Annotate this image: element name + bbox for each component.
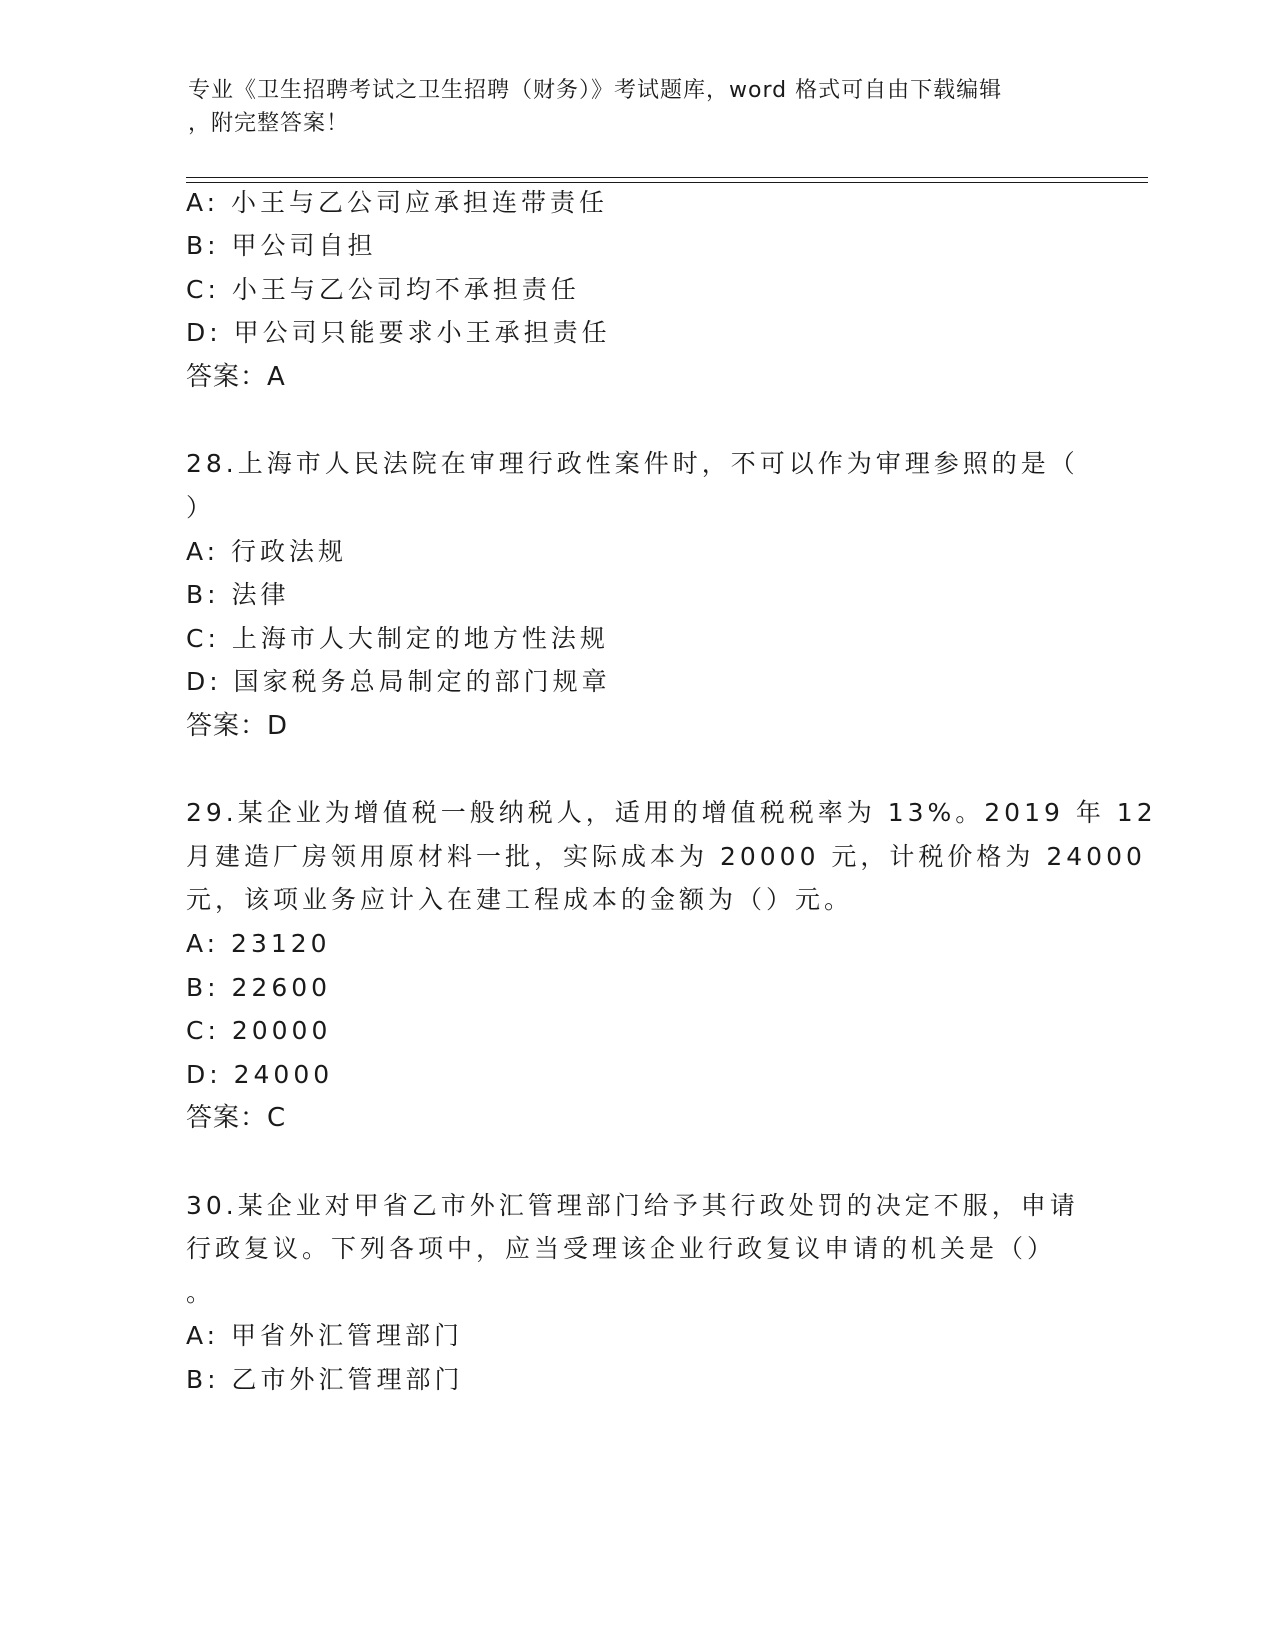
- q27-option-c: C: 小王与乙公司均不承担责任: [186, 275, 580, 304]
- q27-option-b: B: 甲公司自担: [186, 231, 377, 260]
- q28-option-b: B: 法律: [186, 580, 290, 609]
- q28-option-a: A: 行政法规: [186, 537, 348, 566]
- q29-option-a: A: 23120: [186, 929, 331, 958]
- q29-option-c: C: 20000: [186, 1016, 332, 1045]
- header-rule-bottom: [186, 182, 1148, 183]
- q30-option-a: A: 甲省外汇管理部门: [186, 1321, 464, 1350]
- header-line-2: ，附完整答案！: [188, 111, 350, 136]
- q29-stem-line-2: 月建造厂房领用原材料一批，实际成本为 20000 元，计税价格为 24000: [186, 842, 1146, 871]
- q28-option-d: D: 国家税务总局制定的部门规章: [186, 667, 611, 696]
- q28-answer: 答案：D: [186, 711, 289, 741]
- q28-stem-line-2: ）: [186, 493, 216, 522]
- q28-option-c: C: 上海市人大制定的地方性法规: [186, 624, 609, 653]
- q27-answer: 答案：A: [186, 362, 286, 392]
- page-header: [188, 74, 1068, 140]
- q30-stem-line-2: 行政复议。下列各项中，应当受理该企业行政复议申请的机关是（）: [186, 1234, 1057, 1263]
- q29-answer: 答案：C: [186, 1103, 287, 1133]
- q30-option-b: B: 乙市外汇管理部门: [186, 1365, 464, 1394]
- q29-option-b: B: 22600: [186, 973, 332, 1002]
- q27-option-d: D: 甲公司只能要求小王承担责任: [186, 318, 611, 347]
- q28-stem-line-1: 28.上海市人民法院在审理行政性案件时，不可以作为审理参照的是（: [186, 449, 1079, 478]
- q29-option-d: D: 24000: [186, 1060, 334, 1089]
- q30-stem-line-1: 30.某企业对甲省乙市外汇管理部门给予其行政处罚的决定不服，申请: [186, 1191, 1079, 1220]
- q29-stem-line-3: 元，该项业务应计入在建工程成本的金额为（）元。: [186, 885, 854, 914]
- q30-stem-line-3: 。: [186, 1278, 216, 1307]
- q27-option-a: A: 小王与乙公司应承担连带责任: [186, 188, 609, 217]
- header-rule-top: [186, 177, 1148, 178]
- q29-stem-line-1: 29.某企业为增值税一般纳税人，适用的增值税税率为 13%。2019 年 12: [186, 798, 1157, 827]
- header-line-1: 专业《卫生招聘考试之卫生招聘（财务）》考试题库，word 格式可自由下载编辑: [188, 78, 1003, 103]
